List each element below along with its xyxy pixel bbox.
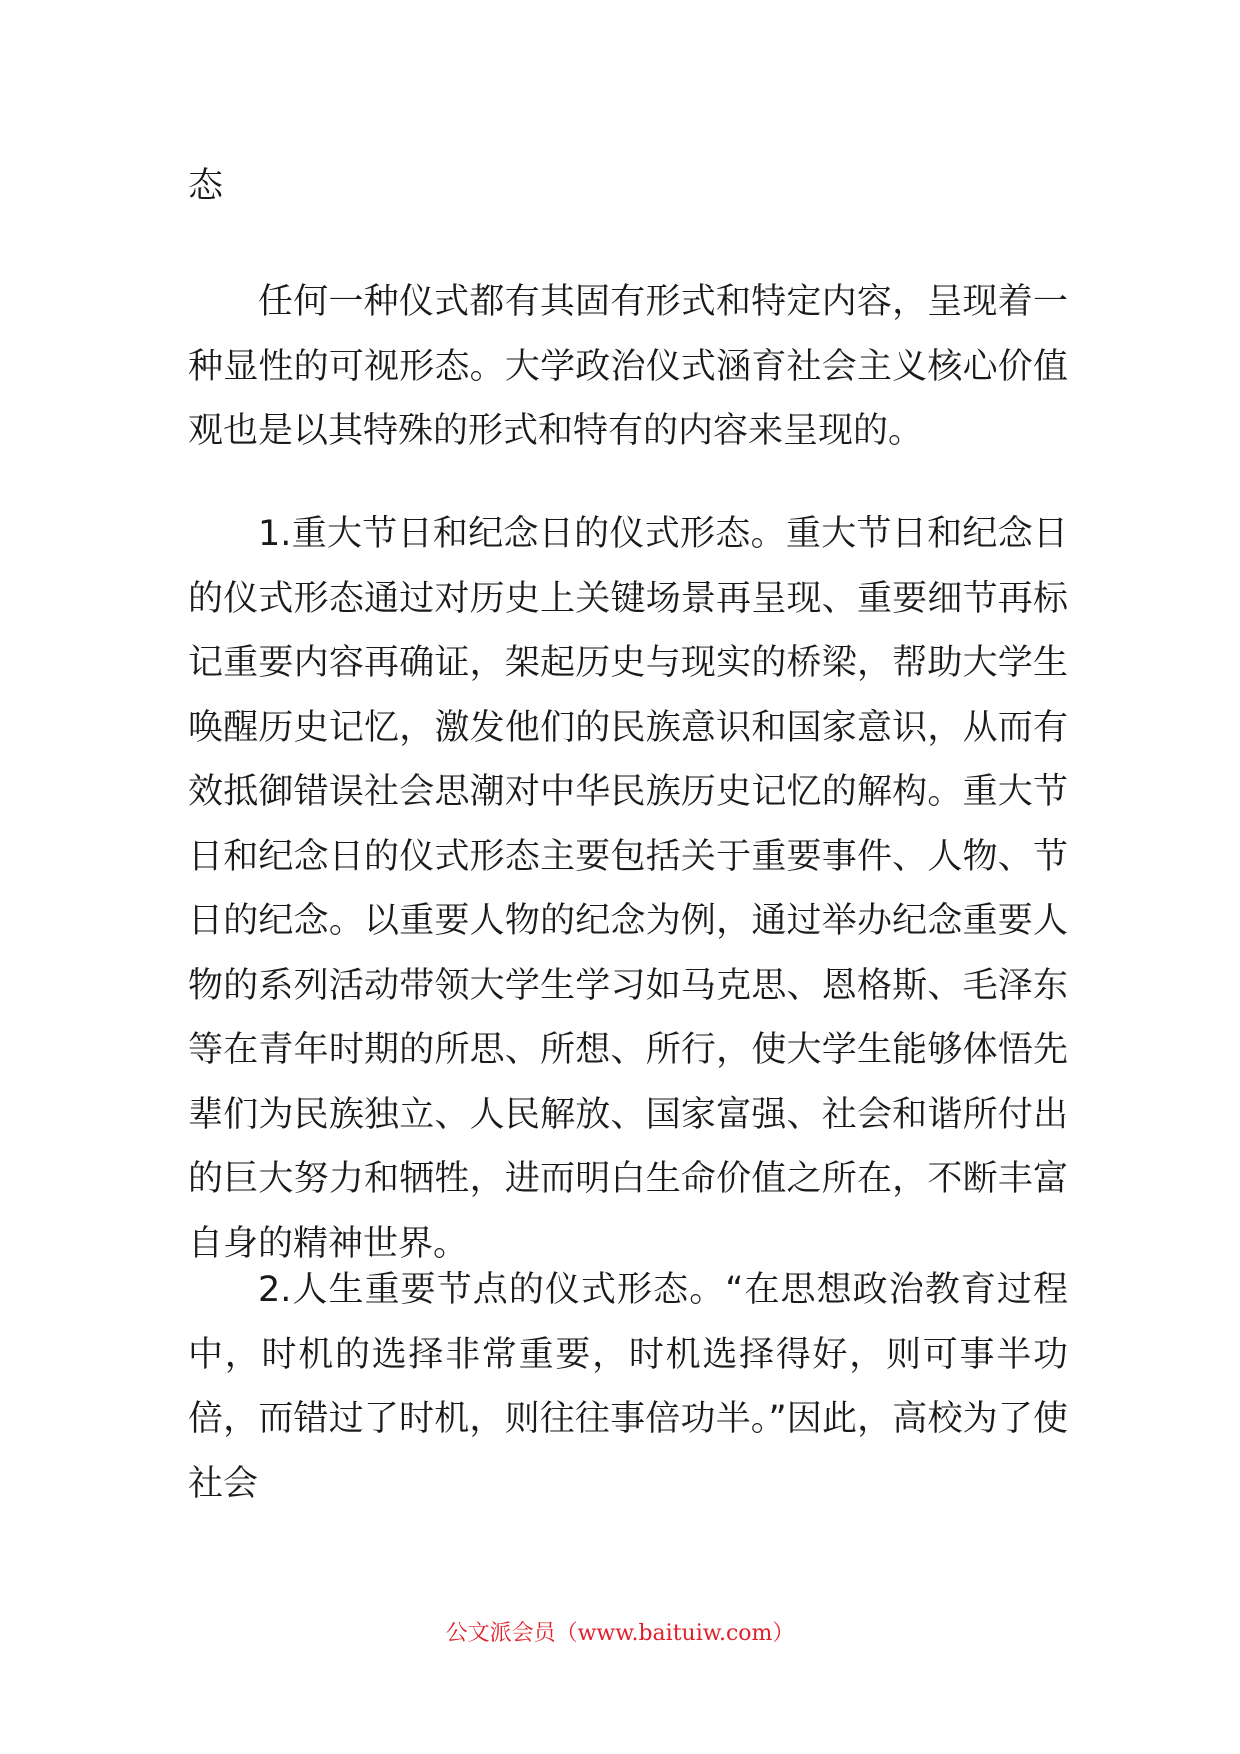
paragraph-life-milestones: 2.人生重要节点的仪式形态。“在思想政治教育过程中，时机的选择非常重要，时机选择得好，则可事半功倍，而错过了时机，则往往事倍功半。”因此，高校为了使社会 — [188, 1270, 1068, 1504]
paragraph-festival-rituals: 1.重大节日和纪念日的仪式形态。重大节日和纪念日的仪式形态通过对历史上关键场景再呈现、重要细节再标记重要内容再确证，架起历史与现实的桥梁，帮助大学生唤醒历史记忆，激发他们的民族意识和国家意识，从而有效抵御错误社会思潮对中华民族历史记忆的解构。重大节日和纪念日的仪式形态主要包括关于重要事件、人物、节日的纪念。以重要人物的纪念为例，通过举办纪念重要人物的系列活动带领大学生学习如马克思、恩格斯、毛泽东等在青年时期的所思、所想、所行，使大学生能够体悟先辈们为民族独立、人民解放、国家富强、社会和谐所付出的巨大努力和牺牲，进而明白生命价值之所在，不断丰富自身的精神世界。 — [188, 514, 1068, 1264]
paragraph-intro: 任何一种仪式都有其固有形式和特定内容，呈现着一种显性的可视形态。大学政治仪式涵育社会主义核心价值观也是以其特殊的形式和特有的内容来呈现的。 — [188, 282, 1068, 451]
fragment-line: 态 — [188, 166, 224, 206]
footer-watermark: 公文派会员（www.baituiw.com） — [445, 1621, 795, 1646]
